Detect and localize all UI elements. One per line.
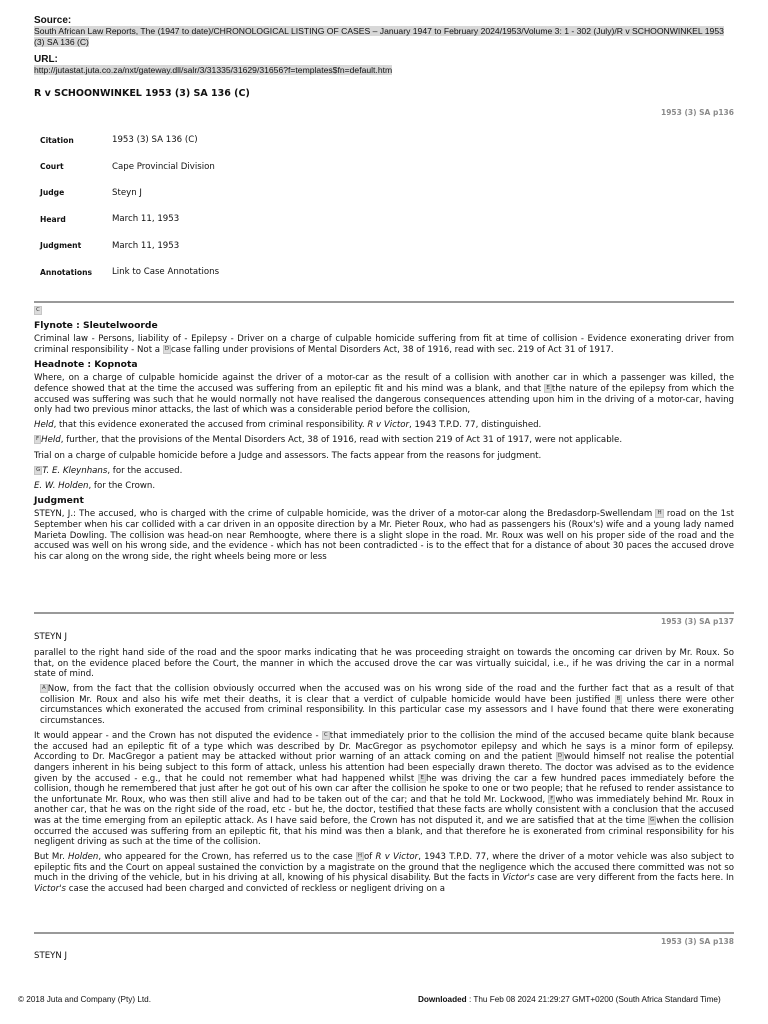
body-paragraph: A Now, from the fact that the collision obviously occurred when the accused was on his wrong side of the road and the further fact that as a result of that collision Mr. Roux and also his wife met their deaths, it is clear that a verdict of culpable homicide would have been justified B unless there were other circumstances which exonerated the accused from criminal responsibility. In this particular case my assessors and I have found that there were exonerating circumstances. <box>40 684 734 727</box>
source-block <box>34 15 734 76</box>
running-judge-header: STEYN J <box>34 951 68 961</box>
judgment-heading: Judgment <box>34 494 84 506</box>
body-paragraph: But Mr. Holden, who appeared for the Crown, has referred us to the case H of R v Victor, 1943 T.P.D. 77, where the driver of a motor vehicle was also subject to epileptic fits and the Court on appeal sustained the conviction by a magistrate on the ground that the negligence which the accused there committed was not so much in the driving of the vehicle, but in his driving at all, knowing of his physical disability. But the facts in Victor's case are very different from the facts here. In Victor's case the accused had been charged and convicted of reckless or negligent driving on a <box>34 852 734 894</box>
annotations-link[interactable]: Link to Case Annotations <box>112 267 220 278</box>
margin-marker-f: F <box>36 436 40 443</box>
meta-key: Court <box>40 162 64 172</box>
headnote-heading: Headnote : Kopnota <box>34 358 138 370</box>
meta-value: Steyn J <box>112 187 142 198</box>
copyright-text: © 2018 Juta and Company (Pty) Ltd. <box>18 995 152 1004</box>
case-metadata-table <box>34 127 219 285</box>
page-1-body <box>34 306 734 567</box>
page-reference: 1953 (3) SA p136 <box>660 108 734 117</box>
judgment-paragraph: STEYN, J.: The accused, who is charged with the crime of culpable homicide, was the driver of a motor-car along the Bredasdorp-Swellendam H road on the 1st September when his car collided with a car driven in an opposite direction by a Mr. Pieter Roux, who had as passengers his (Roux's) wife and a young lady named Marieta Dowling. The collision was head-on near Remhoogte, where there is a slight slope in the road. Mr. Roux was well on his proper side of the road and the accused was well on his wrong side, and the evidence - which has not been contradicted - is to the effect that for a distance of about 30 paces the accused drove his car along on the wrong side, the right wheels being more or less <box>34 509 734 562</box>
page-divider <box>34 612 734 614</box>
flynote-text: Criminal law - Persons, liability of - Epilepsy - Driver on a charge of culpable homicide suffering from fit at time of collision - Evidence exonerating driver from criminal responsibility - Not a D case falling under provisions of Mental Disorders Act, 38 of 1916, read with sec. 219 of Act 31 of 1917. <box>34 334 734 355</box>
document-title: R v SCHOONWINKEL 1953 (3) SA 136 (C) <box>34 88 250 99</box>
margin-marker-d: D <box>557 753 562 760</box>
margin-marker-e: E <box>546 385 550 392</box>
margin-marker-c: C <box>323 732 328 739</box>
download-stamp: Downloaded : Thu Feb 08 2024 21:29:27 GMT+0200 (South Africa Standard Time) <box>418 995 721 1004</box>
held-further-paragraph: F Held, further, that the provisions of the Mental Disorders Act, 38 of 1916, read with section 219 of Act 31 of 1917, were not applicable. <box>36 435 623 446</box>
meta-value: March 11, 1953 <box>112 240 180 251</box>
body-paragraph: parallel to the right hand side of the road and the spoor marks indicating that he was proceeding straight on towards the oncoming car driven by Mr. Roux. So that, on the evidence placed before the Court, the manner in which the accused drove the car was virtually suicidal, i.e., if he was driving the car in a normal state of mind. <box>34 648 734 680</box>
margin-marker-e: E <box>420 774 424 781</box>
counsel-accused: G T. E. Kleynhans, for the accused. <box>36 465 183 476</box>
flynote-heading: Flynote : Sleutelwoorde <box>34 319 158 331</box>
body-paragraph: It would appear - and the Crown has not disputed the evidence - C that immediately prior to the collision the mind of the accused became quite blank because the accused had an epileptic fit of a type which was described by Dr. MacGregor as psychomotor epilepsy and which he says is a minor form of epilepsy. According to Dr. MacGregor a patient may be attacked without prior warning of an attack coming on and the patient D would himself not realise the potential dangers inherent in his being subject to this form of attack, unless his attention had been especially drawn thereto. The doctor was advised as to the evidence given by the accused - e.g., that he could not remember what had happened whilst E he was driving the car a few hundred paces immediately before the collision, though he remembered that just after he got out of his own car after the collision he spoke to one or two people; that he refused to render assistance to the unfortunate Mr. Roux, who was then still alive and had to be taken out of the car; and that he told Mr. Lockwood, F who was immediately behind Mr. Roux in another car, that he was on the right side of the road, etc - but he, the doctor, testified that these facts are wholly consistent with a conclusion that the accused was at the time emerging from an epileptic attack. As I have said before, the Crown has not disputed it, and we are satisfied that at the time G when the collision occurred the accused was suffering from an epileptic fit, that his mind was then a blank, and that therefore he is exonerated from criminal responsibility for his negligent driving as such at the time of the collision. <box>34 731 735 848</box>
meta-key: Judge <box>40 188 65 198</box>
margin-marker-a: A <box>42 685 46 692</box>
margin-marker-h: H <box>357 853 363 860</box>
meta-row <box>34 127 219 153</box>
meta-value: Cape Provincial Division <box>112 161 215 172</box>
url-label: URL: <box>34 54 58 65</box>
margin-marker-g: G <box>36 466 41 473</box>
section-divider <box>34 301 734 303</box>
page-divider <box>34 932 734 934</box>
page-2-body <box>34 648 734 899</box>
margin-marker-h: H <box>657 510 662 517</box>
margin-marker-b: B <box>616 695 621 702</box>
counsel-crown: E. W. Holden, for the Crown. <box>34 480 156 491</box>
margin-marker-d: D <box>164 345 170 352</box>
margin-marker-c: C <box>36 307 40 313</box>
meta-row <box>34 259 219 285</box>
page-footer <box>18 995 768 1004</box>
page-reference: 1953 (3) SA p138 <box>660 937 734 946</box>
margin-marker-g: G <box>649 816 655 823</box>
running-judge-header: STEYN J <box>34 632 68 642</box>
headnote-paragraph: Where, on a charge of culpable homicide against the driver of a motor-car as the result of a collision with another car in which a passenger was killed, the defence showed that at the time the accused was suffering from an epileptic fit and his mind was a blank, and that E the nature of the epilepsy from which the accused was suffering was such that he would normally not have realised the dangerous consequences attending upon him in the driving of a motor-car, having only had two previous minor attacks, the last of which was a considerable period before the collision, <box>34 373 734 416</box>
source-text: South African Law Reports, The (1947 to date)/CHRONOLOGICAL LISTING OF CASES – January 1947 to February 2024/1953/Volume 3: 1 - 302 (July)/R v SCHOONWINKEL 1953 (3) SA 136 (C) <box>34 26 724 47</box>
meta-key: Citation <box>40 135 74 145</box>
meta-key: Heard <box>40 214 66 224</box>
meta-key: Annotations <box>40 267 93 277</box>
meta-row <box>34 180 219 206</box>
meta-value: March 11, 1953 <box>112 214 180 225</box>
meta-value: 1953 (3) SA 136 (C) <box>112 135 198 146</box>
source-label: Source: <box>34 15 72 26</box>
page-reference: 1953 (3) SA p137 <box>660 617 734 626</box>
held-paragraph: Held, that this evidence exonerated the accused from criminal responsibility. R v Victor, 1943 T.P.D. 77, distinguished. <box>34 420 542 431</box>
meta-row <box>34 233 219 259</box>
margin-marker-f: F <box>550 795 554 802</box>
meta-row <box>34 206 219 232</box>
source-url[interactable]: http://jutastat.juta.co.za/nxt/gateway.dll/salr/3/31335/31629/31656?f=templates$fn=default.htm <box>34 65 393 75</box>
meta-key: Judgment <box>40 241 82 251</box>
trial-paragraph: Trial on a charge of culpable homicide before a Judge and assessors. The facts appear from the reasons for judgment. <box>34 450 542 461</box>
meta-row <box>34 153 219 179</box>
